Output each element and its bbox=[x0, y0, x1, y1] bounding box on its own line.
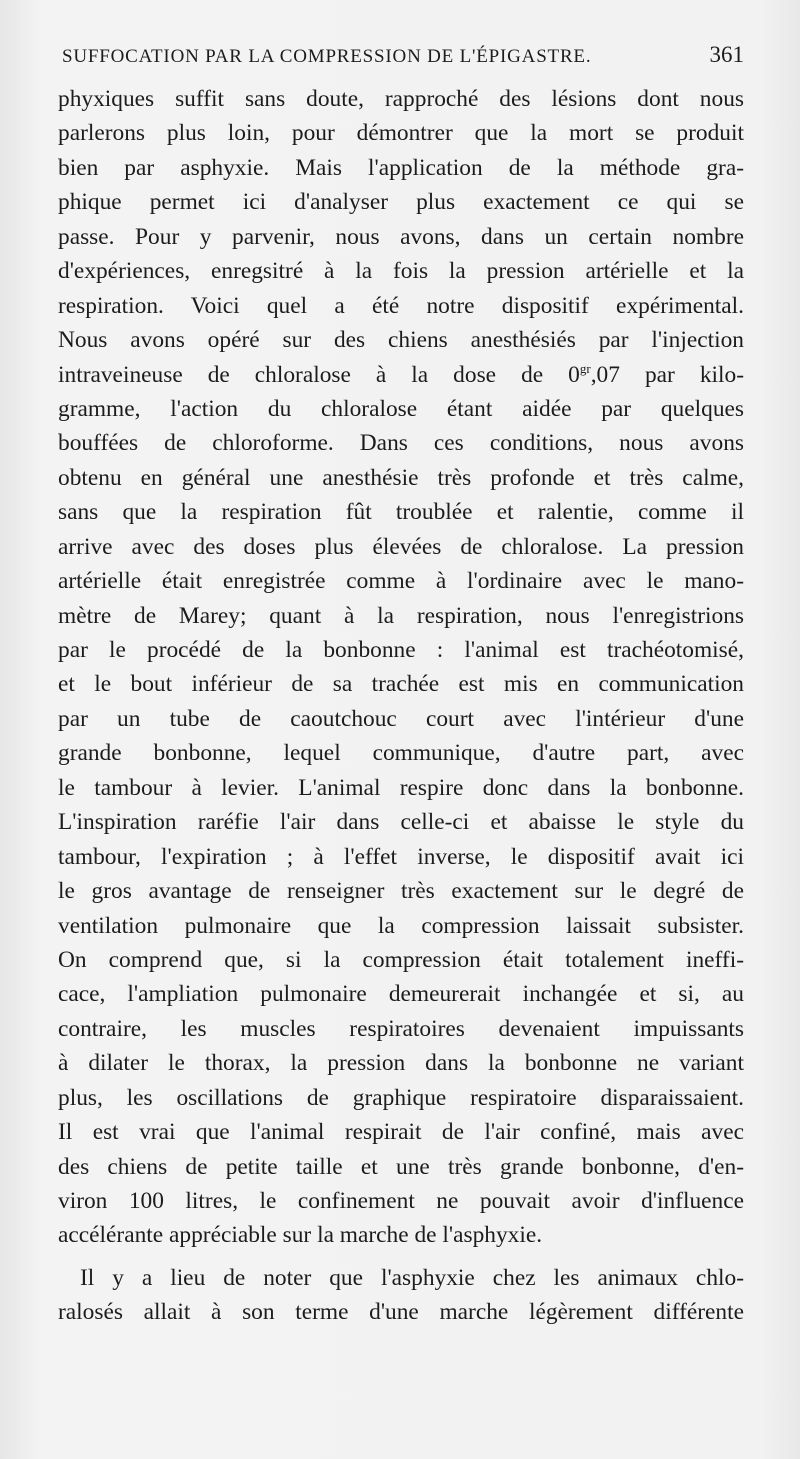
text-line: plus, les oscillations de graphique respiratoire disparaissaient. bbox=[58, 1084, 744, 1111]
text-line: ralosés allait à son terme d'une marche légèrement différente bbox=[58, 1299, 744, 1326]
page-number: 361 bbox=[709, 42, 744, 67]
text-line: passe. Pour y parvenir, nous avons, dans un certain nombre bbox=[58, 223, 744, 250]
running-header bbox=[62, 42, 744, 82]
paragraph-2 bbox=[58, 1261, 744, 1330]
text-line: bouffées de chloroforme. Dans ces conditions, nous avons bbox=[58, 430, 744, 457]
text-line: accélérante appréciable sur la marche de l'asphyxie. bbox=[58, 1222, 543, 1249]
text-line: à dilater le thorax, la pression dans la bonbonne ne variant bbox=[58, 1050, 744, 1077]
text-line: obtenu en général une anesthésie très profonde et très calme, bbox=[58, 464, 744, 491]
text-line: cace, l'ampliation pulmonaire demeurerait inchangée et si, au bbox=[58, 981, 744, 1008]
text-line: tambour, l'expiration ; à l'effet inverse, le dispositif avait ici bbox=[58, 843, 744, 870]
text-line: mètre de Marey; quant à la respiration, nous l'enregistrions bbox=[58, 602, 744, 629]
paragraph-break bbox=[58, 1253, 744, 1261]
text-line: le gros avantage de renseigner très exactement sur le degré de bbox=[58, 878, 744, 905]
text-line: Il y a lieu de noter que l'asphyxie chez les animaux chlo- bbox=[80, 1264, 744, 1291]
text-line: ventilation pulmonaire que la compression laissait subsister. bbox=[58, 912, 744, 939]
text-line: Il est vrai que l'animal respirait de l'air confiné, mais avec bbox=[58, 1119, 744, 1146]
body-text bbox=[58, 82, 744, 1330]
dose-superscript: gr bbox=[579, 360, 591, 376]
text-line: Nous avons opéré sur des chiens anesthésiés par l'injection bbox=[58, 327, 744, 354]
text-line: parlerons plus loin, pour démontrer que la mort se produit bbox=[58, 120, 744, 147]
text-line: contraire, les muscles respiratoires devenaient impuissants bbox=[58, 1015, 744, 1042]
running-title: SUFFOCATION PAR LA COMPRESSION DE L'ÉPIGASTRE. bbox=[62, 46, 592, 67]
dose-after: ,07 par kilo- bbox=[590, 361, 744, 388]
text-line: phique permet ici d'analyser plus exactement ce qui se bbox=[58, 189, 744, 216]
text-line: bien par asphyxie. Mais l'application de la méthode gra- bbox=[58, 154, 744, 181]
text-line: arrive avec des doses plus élevées de chloralose. La pression bbox=[58, 533, 744, 560]
text-line: d'expériences, enregsitré à la fois la pression artérielle et la bbox=[58, 258, 744, 285]
text-line: artérielle était enregistrée comme à l'ordinaire avec le mano- bbox=[58, 568, 744, 595]
text-line: des chiens de petite taille et une très grande bonbonne, d'en- bbox=[58, 1153, 744, 1180]
text-line: viron 100 litres, le confinement ne pouvait avoir d'influence bbox=[58, 1188, 744, 1214]
text-line: phyxiques suffit sans doute, rapproché des lésions dont nous bbox=[58, 86, 744, 112]
text-line: et le bout inférieur de sa trachée est mis en communication bbox=[58, 671, 744, 698]
text-line: respiration. Voici quel a été notre dispositif expérimental. bbox=[58, 292, 744, 319]
text-line: gramme, l'action du chloralose étant aidée par quelques bbox=[58, 395, 744, 422]
text-line-dose bbox=[58, 358, 744, 392]
text-line: grande bonbonne, lequel communique, d'autre part, avec bbox=[58, 740, 744, 767]
text-line: par le procédé de la bonbonne : l'animal est trachéotomisé, bbox=[58, 637, 744, 663]
text-line: le tambour à levier. L'animal respire donc dans la bonbonne. bbox=[58, 774, 744, 801]
text-line: L'inspiration raréfie l'air dans celle-ci et abaisse le style du bbox=[58, 809, 744, 836]
dose-text: intraveineuse de chloralose à la dose de 0 bbox=[58, 361, 580, 388]
text-line: On comprend que, si la compression était totalement ineffi- bbox=[58, 946, 744, 973]
paragraph-1 bbox=[58, 82, 744, 1253]
text-line: sans que la respiration fût troublée et ralentie, comme il bbox=[58, 499, 744, 526]
text-line: par un tube de caoutchouc court avec l'intérieur d'une bbox=[58, 705, 744, 732]
